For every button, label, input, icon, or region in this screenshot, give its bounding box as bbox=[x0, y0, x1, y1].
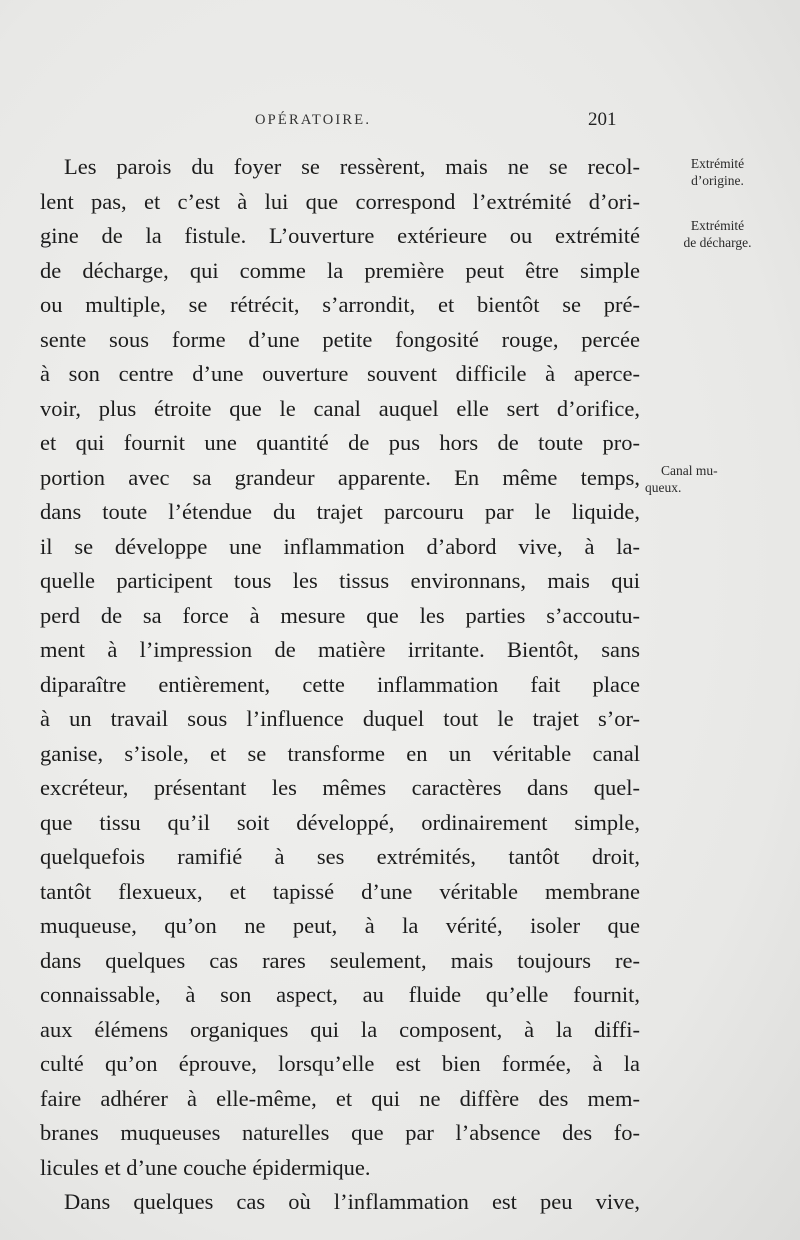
text-line: perd de sa force à mesure que les parties s’accoutu- bbox=[40, 602, 640, 628]
text-line: et qui fournit une quantité de pus hors de toute pro- bbox=[40, 430, 640, 455]
running-head bbox=[40, 109, 640, 136]
margin-note bbox=[645, 217, 790, 251]
running-title: OPÉRATOIRE. bbox=[255, 112, 372, 128]
text-line: lent pas, et c’est à lui que correspond l’extrémité d’ori- bbox=[40, 188, 640, 214]
text-line: connaissable, à son aspect, au fluide qu’elle fournit, bbox=[40, 982, 640, 1007]
text-line: gine de la fistule. L’ouverture extérieure ou extrémité bbox=[40, 223, 640, 248]
text-line: à son centre d’une ouverture souvent difficile à aperce- bbox=[40, 361, 640, 386]
margin-note-line: Extrémité bbox=[690, 218, 745, 233]
margin-note bbox=[645, 155, 790, 189]
text-line: dans toute l’étendue du trajet parcouru par le liquide, bbox=[40, 499, 640, 524]
margin-note-line: d’origine. bbox=[691, 173, 744, 188]
text-line: il se développe une inflammation d’abord vive, à la- bbox=[40, 533, 640, 559]
text-line: licules et d’une couche épidermique. bbox=[40, 1154, 371, 1180]
text-line: ganise, s’isole, et se transforme en un véritable canal bbox=[40, 740, 640, 766]
body-text bbox=[40, 150, 640, 1220]
page-number: 201 bbox=[588, 109, 617, 130]
margin-note-line: Canal mu- bbox=[661, 463, 718, 478]
margin-note-line: queux. bbox=[645, 480, 682, 495]
margin-note bbox=[645, 462, 790, 496]
text-line: culté qu’on éprouve, lorsqu’elle est bien formée, à la bbox=[40, 1051, 640, 1076]
text-line: portion avec sa grandeur apparente. En même temps, bbox=[40, 464, 640, 490]
text-line: muqueuse, qu’on ne peut, à la vérité, isoler que bbox=[40, 913, 640, 938]
text-line: que tissu qu’il soit développé, ordinairement simple, bbox=[40, 809, 640, 835]
text-line: ment à l’impression de matière irritante. Bientôt, sans bbox=[40, 637, 640, 662]
text-line: voir, plus étroite que le canal auquel elle sert d’orifice, bbox=[40, 395, 640, 421]
text-line: diparaître entièrement, cette inflammation fait place bbox=[40, 671, 640, 697]
text-line: sente sous forme d’une petite fongosité rouge, percée bbox=[40, 326, 640, 352]
margin-note-line: Extrémité bbox=[690, 156, 745, 171]
text-line: ou multiple, se rétrécit, s’arrondit, et bientôt se pré- bbox=[40, 292, 640, 317]
text-line: à un travail sous l’influence duquel tout le trajet s’or- bbox=[40, 706, 640, 731]
text-line: tantôt flexueux, et tapissé d’une véritable membrane bbox=[40, 878, 640, 904]
text-line: Les parois du foyer se ressèrent, mais ne se recol- bbox=[64, 154, 640, 179]
text-line: aux élémens organiques qui la composent, à la diffi- bbox=[40, 1016, 640, 1042]
text-line: branes muqueuses naturelles que par l’absence des fo- bbox=[40, 1120, 640, 1145]
text-line: dans quelques cas rares seulement, mais toujours re- bbox=[40, 947, 640, 973]
text-line: faire adhérer à elle-même, et qui ne diffère des mem- bbox=[40, 1085, 640, 1111]
text-line: de décharge, qui comme la première peut être simple bbox=[40, 257, 640, 283]
text-line: quelquefois ramifié à ses extrémités, tantôt droit, bbox=[40, 844, 640, 869]
text-line: excréteur, présentant les mêmes caractères dans quel- bbox=[40, 775, 640, 800]
text-line: quelle participent tous les tissus environnans, mais qui bbox=[40, 568, 640, 593]
text-line: Dans quelques cas où l’inflammation est peu vive, bbox=[64, 1189, 640, 1214]
margin-note-line: de décharge. bbox=[683, 235, 752, 250]
